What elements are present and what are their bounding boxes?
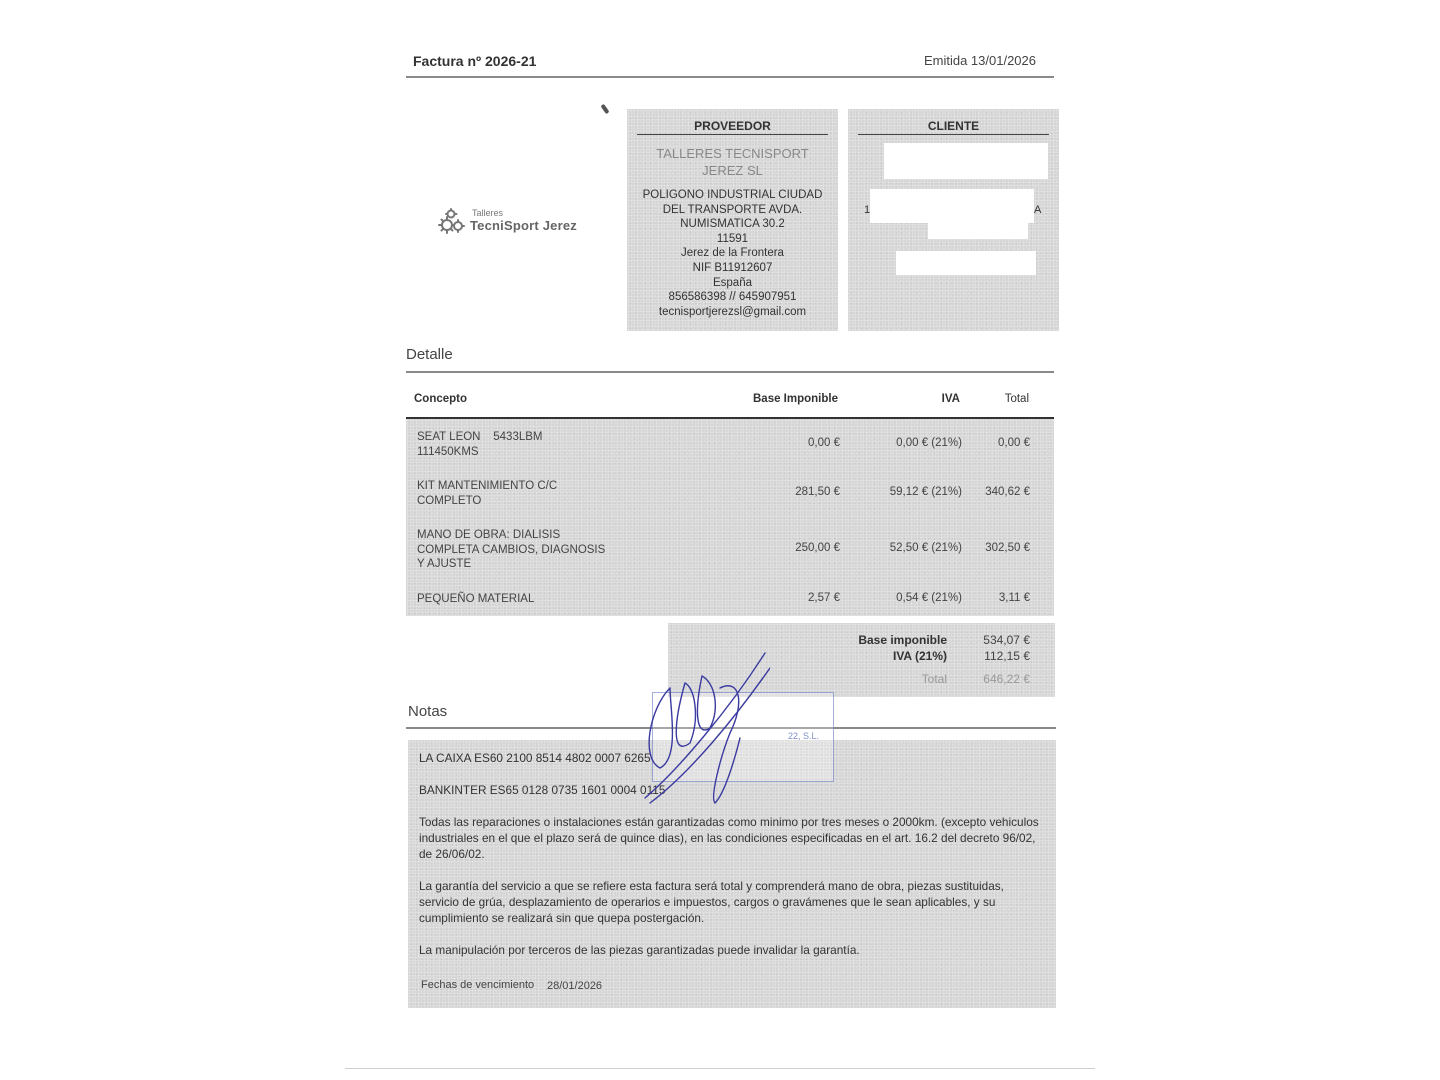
row-total: 302,50 € xyxy=(985,542,1030,554)
provider-email: tecnisportjerezsl@gmail.com xyxy=(658,305,807,318)
gears-icon xyxy=(438,206,468,236)
totals-total-label: Total xyxy=(921,672,947,686)
bank-account-bankinter: BANKINTER ES65 0128 0735 1601 0004 0115 xyxy=(419,783,666,797)
row-iva: 52,50 € (21%) xyxy=(889,542,962,554)
concept-line: SEAT LEON 5433LBM xyxy=(417,431,543,443)
totals-total-value: 646,22 € xyxy=(983,672,1030,686)
due-date-label: Fechas de vencimiento xyxy=(421,979,535,991)
provider-address xyxy=(627,188,838,319)
provider-box xyxy=(627,109,838,331)
provider-nif: NIF B11912607 xyxy=(692,261,773,274)
concept-line: COMPLETO xyxy=(417,494,482,507)
row-total: 340,62 € xyxy=(985,486,1030,498)
redaction-block xyxy=(928,219,1028,239)
guarantee-paragraph-3: La manipulación por terceros de las piezas garantizadas puede invalidar la garantía. xyxy=(419,943,860,957)
row-base: 281,50 € xyxy=(795,486,840,498)
row-base: 250,00 € xyxy=(795,542,840,554)
totals-iva-value: 112,15 € xyxy=(984,649,1030,663)
row-iva: 0,54 € (21%) xyxy=(896,592,962,604)
logo-big-text: TecniSport Jerez xyxy=(470,217,577,233)
row-base: 2,57 € xyxy=(808,592,840,604)
concept-line: KIT MANTENIMIENTO C/C xyxy=(417,480,558,492)
bank-account-caixa: LA CAIXA ES60 2100 8514 4802 0007 6265 xyxy=(419,751,651,765)
provider-name-line1: TALLERES TECNISPORT xyxy=(656,146,809,161)
client-fragment-right: A xyxy=(1034,204,1042,216)
column-base: Base Imponible xyxy=(753,393,838,405)
row-total: 0,00 € xyxy=(998,437,1030,449)
row-concept xyxy=(417,479,647,508)
guarantee-paragraph-2: La garantía del servicio a que se refiere esta factura será total y comprenderá mano de obra, piezas sustituidas, servicio de grúa, desplazamiento de operarios e impuestos, cargos o gravámenes que le sean aplicables, y su cumplimiento se realizará sin que quepa postergación. xyxy=(419,879,1004,925)
redaction-block xyxy=(884,143,1048,179)
concept-line: COMPLETA CAMBIOS, DIAGNOSIS xyxy=(417,543,606,556)
client-box xyxy=(848,109,1059,331)
client-fragment-left: 1 xyxy=(864,204,871,216)
page-bottom-edge xyxy=(345,1068,1095,1069)
row-iva: 59,12 € (21%) xyxy=(889,486,962,498)
concept-line: PEQUEÑO MATERIAL xyxy=(417,593,535,605)
provider-city: Jerez de la Frontera xyxy=(681,247,784,260)
header-divider xyxy=(406,76,1054,78)
due-date-value: 28/01/2026 xyxy=(547,980,603,992)
column-concept: Concepto xyxy=(414,393,468,405)
invoice-number: Factura nº 2026-21 xyxy=(413,53,537,69)
totals-iva-label: IVA (21%) xyxy=(892,649,947,663)
client-heading: CLIENTE xyxy=(858,119,1049,135)
provider-address-line: POLIGONO INDUSTRIAL CIUDAD xyxy=(642,189,823,201)
detail-table-body xyxy=(406,419,1054,616)
concept-line: MANO DE OBRA: DIALISIS xyxy=(417,529,561,541)
company-logo xyxy=(438,206,577,236)
detail-section-title: Detalle xyxy=(406,346,453,363)
totals-base-label: Base imponible xyxy=(858,633,947,647)
row-total: 3,11 € xyxy=(998,592,1030,604)
row-concept xyxy=(417,592,647,607)
row-base: 0,00 € xyxy=(808,437,840,449)
notes-section-title: Notas xyxy=(408,703,448,720)
row-concept xyxy=(417,430,647,459)
redaction-block xyxy=(870,189,1034,223)
row-iva: 0,00 € (21%) xyxy=(896,437,962,449)
provider-country: España xyxy=(712,276,752,289)
detail-table-header xyxy=(406,387,1054,419)
totals-base-value: 534,07 € xyxy=(983,633,1030,647)
provider-phones: 856586398 // 645907951 xyxy=(668,291,797,304)
company-stamp xyxy=(652,692,834,782)
concept-line: 111450KMS xyxy=(417,445,479,458)
column-iva: IVA xyxy=(941,393,960,405)
provider-address-line: DEL TRANSPORTE AVDA. xyxy=(662,203,803,216)
provider-heading: PROVEEDOR xyxy=(637,119,828,135)
issue-date: Emitida 13/01/2026 xyxy=(923,53,1036,68)
stamp-text: 22, S.L. xyxy=(787,731,819,741)
guarantee-paragraph-1: Todas las reparaciones o instalaciones están garantizadas como minimo por tres meses o 2000km. (excepto vehiculos industriales en el que el plazo será de quince dias), en las condiciones especificadas en el art. 16.2 del decreto 96/02, de 26/06/02. xyxy=(419,815,1039,861)
provider-address-line: NUMISMATICA 30.2 xyxy=(680,218,785,231)
detail-divider xyxy=(406,371,1054,373)
column-total: Total xyxy=(1004,393,1029,405)
totals-box xyxy=(668,623,1055,697)
redaction-block xyxy=(896,251,1036,275)
logo-small-text: Talleres xyxy=(472,207,504,218)
provider-postcode: 11591 xyxy=(716,232,749,245)
scan-speck xyxy=(600,104,609,114)
row-concept xyxy=(417,528,647,572)
provider-name xyxy=(627,145,838,179)
provider-name-line2: JEREZ SL xyxy=(702,163,763,178)
concept-line: Y AJUSTE xyxy=(417,558,472,570)
